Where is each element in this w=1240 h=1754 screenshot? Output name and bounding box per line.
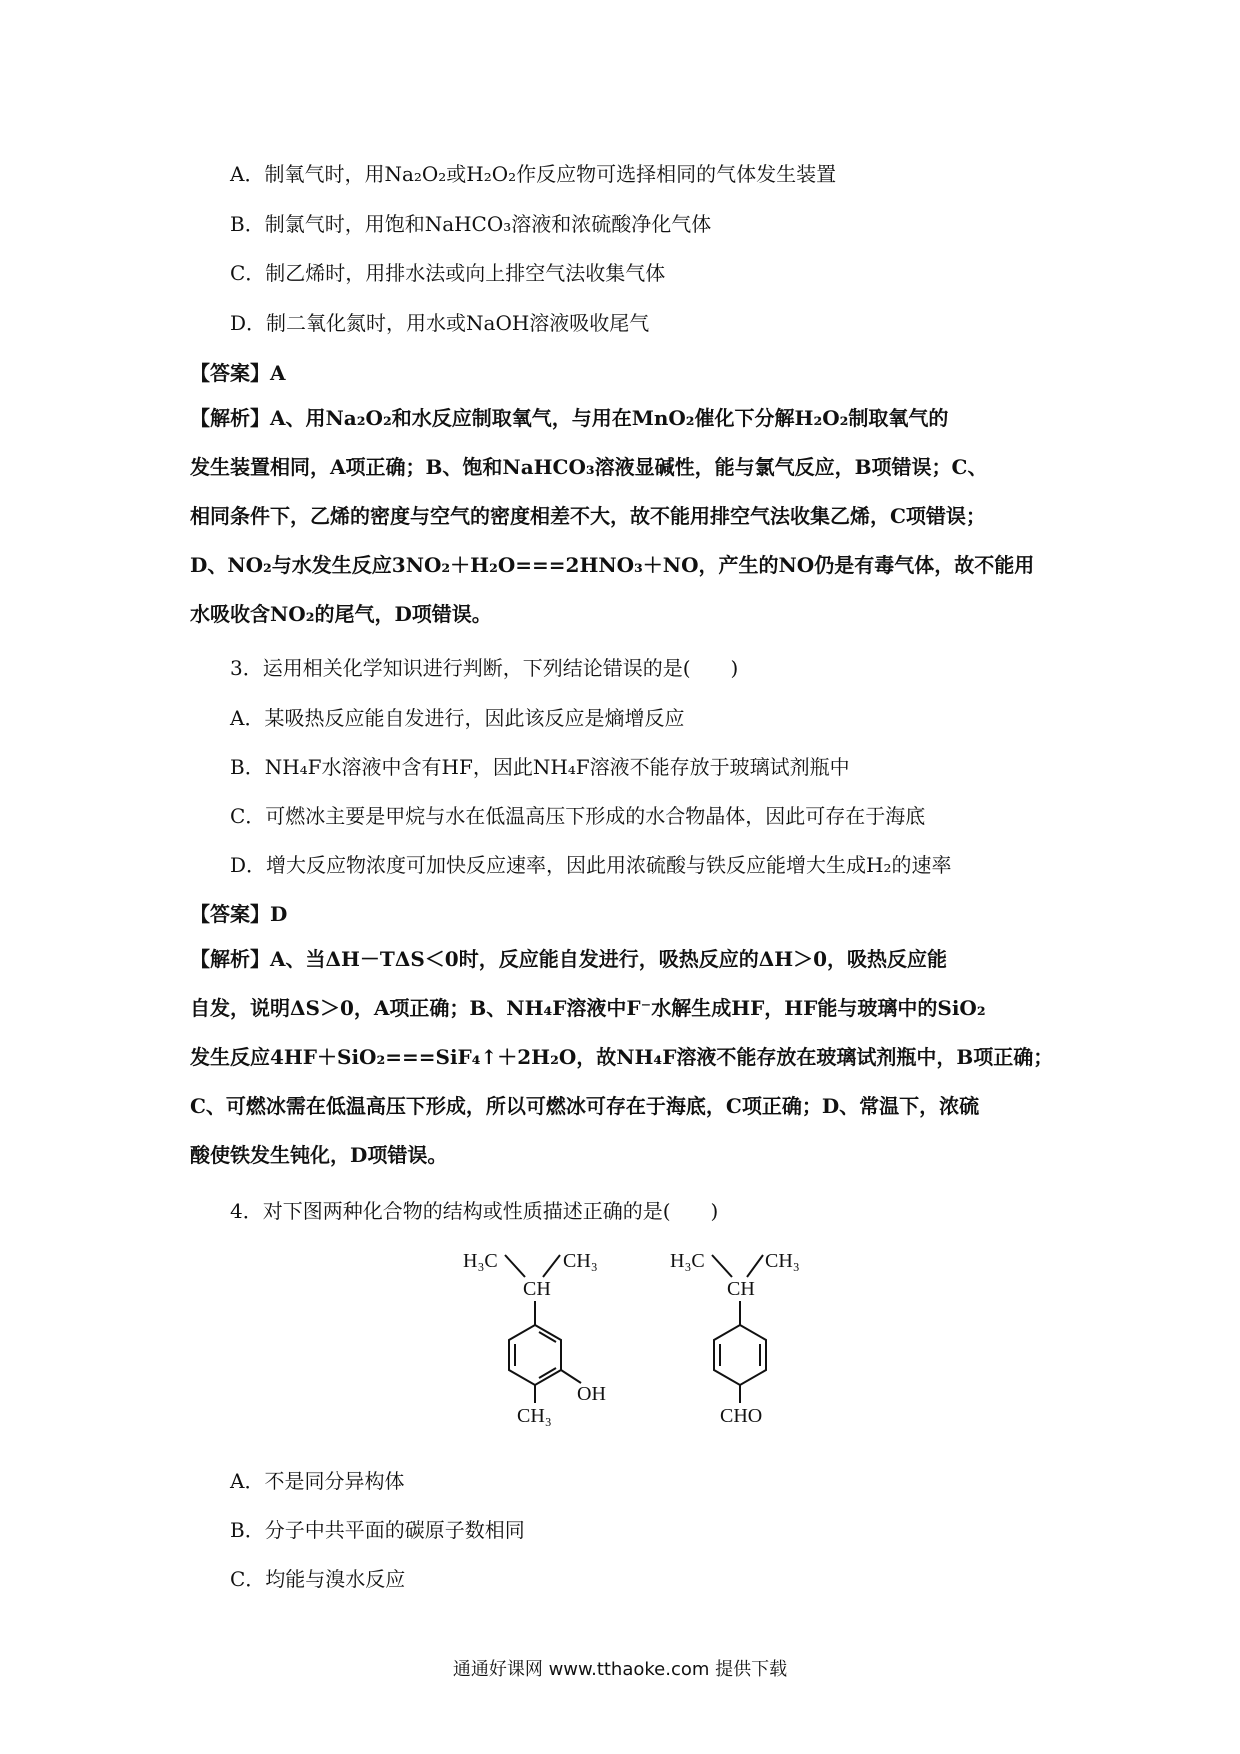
right-cho-label: CHO [720, 1405, 763, 1427]
q3-stem: 3．运用相关化学知识进行判断，下列结论错误的是( ) [230, 656, 739, 680]
right-ch3-label: CH₃ [765, 1250, 800, 1272]
q4-stem: 4．对下图两种化合物的结构或性质描述正确的是( ) [230, 1199, 719, 1223]
q2-option-d: D．制二氧化氮时，用水或NaOH溶液吸收尾气 [230, 311, 650, 335]
q2-option-c: C．制乙烯时，用排水法或向上排空气法收集气体 [230, 261, 666, 285]
right-ch-label: CH [727, 1278, 755, 1300]
q3-explanation-line: 【解析】A、当ΔH－TΔS＜0时，反应能自发进行，吸热反应的ΔH＞0，吸热反应能 [190, 947, 948, 971]
q3-option-c: C．可燃冰主要是甲烷与水在低温高压下形成的水合物晶体，因此可存在于海底 [230, 804, 926, 828]
right-compound [670, 1250, 800, 1427]
left-oh-label: OH [577, 1383, 606, 1405]
q3-option-b: B．NH₄F水溶液中含有HF，因此NH₄F溶液不能存放于玻璃试剂瓶中 [230, 755, 850, 779]
q4-option-a: A．不是同分异构体 [230, 1469, 405, 1493]
q2-answer: 【答案】A [190, 361, 286, 385]
q3-explanation-line: 酸使铁发生钝化，D项错误。 [190, 1143, 448, 1167]
q4-option-c: C．均能与溴水反应 [230, 1567, 406, 1591]
left-ch-label: CH [523, 1278, 551, 1300]
q2-option-b: B．制氯气时，用饱和NaHCO₃溶液和浓硫酸净化气体 [230, 212, 712, 236]
q2-explanation-line: D、NO₂与水发生反应3NO₂＋H₂O===2HNO₃＋NO，产生的NO仍是有毒气体，故不能用 [190, 553, 1035, 577]
q3-explanation-line: 自发，说明ΔS＞0，A项正确；B、NH₄F溶液中F⁻水解生成HF，HF能与玻璃中的SiO₂ [190, 996, 986, 1020]
q2-option-a: A．制氧气时，用Na₂O₂或H₂O₂作反应物可选择相同的气体发生装置 [230, 162, 837, 186]
q4-option-b: B．分子中共平面的碳原子数相同 [230, 1518, 525, 1542]
q3-explanation-line: 发生反应4HF＋SiO₂===SiF₄↑＋2H₂O，故NH₄F溶液不能存放在玻璃试剂瓶中，B项正确； [190, 1045, 1054, 1069]
q3-answer: 【答案】D [190, 902, 288, 926]
q3-option-a: A．某吸热反应能自发进行，因此该反应是熵增反应 [230, 706, 685, 730]
q2-explanation [190, 394, 1060, 639]
left-ch3-label: CH₃ [563, 1250, 598, 1272]
right-h3c-label: H₃C [670, 1250, 705, 1272]
chemical-structures [455, 1225, 855, 1470]
q2-explanation-line: 相同条件下，乙烯的密度与空气的密度相差不大，故不能用排空气法收集乙烯，C项错误； [190, 504, 986, 528]
q3-explanation-line: C、可燃冰需在低温高压下形成，所以可燃冰可存在于海底，C项正确；D、常温下，浓硫 [190, 1094, 980, 1118]
q3-option-d: D．增大反应物浓度可加快反应速率，因此用浓硫酸与铁反应能增大生成H₂的速率 [230, 853, 952, 877]
q3-explanation [190, 935, 1060, 1180]
left-compound [463, 1250, 606, 1427]
page-footer: 通通好课网 www.tthaoke.com 提供下载 [452, 1659, 788, 1680]
left-h3c-label: H₃C [463, 1250, 498, 1272]
q2-explanation-line: 发生装置相同，A项正确；B、饱和NaHCO₃溶液显碱性，能与氯气反应，B项错误；C、 [190, 455, 988, 479]
q2-explanation-line: 【解析】A、用Na₂O₂和水反应制取氧气，与用在MnO₂催化下分解H₂O₂制取氧气的 [190, 406, 949, 430]
q2-explanation-line: 水吸收含NO₂的尾气，D项错误。 [190, 602, 492, 626]
left-bottom-ch3-label: CH₃ [517, 1405, 552, 1427]
